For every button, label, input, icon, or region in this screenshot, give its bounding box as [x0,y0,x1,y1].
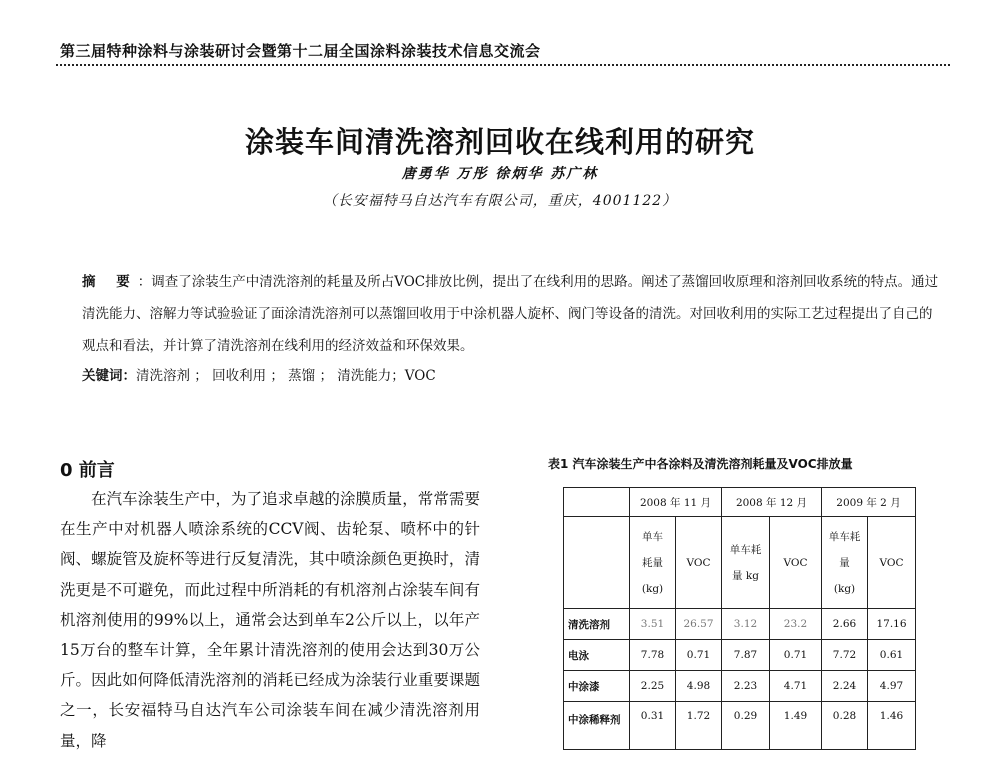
abstract-text: ：调查了涂装生产中清洗溶剂的耗量及所占VOC排放比例，提出了在线利用的思路。阐述了蒸馏回收原理和溶剂回收系统的特点。通过清洗能力、溶解力等试验验证了面涂清洗溶剂可以蒸馏回收用于中涂机器人旋杯、阀门等设备的清洗。对回收利用的实际工艺过程提出了自己的观点和看法，并计算了清洗溶剂在线利用的经济效益和环保效果。 [82,274,939,354]
paper-title: 涂装车间清洗溶剂回收在线利用的研究 [244,125,755,159]
table-cell: 1.46 [868,702,916,750]
table-unit-line: 量 kg [732,569,759,582]
table-cell: 7.87 [722,640,770,671]
table-cell: 0.28 [822,702,868,750]
table-period-header: 2008 年 11 月 [630,488,722,517]
table-row-label: 清洗溶剂 [564,609,630,640]
table-cell: 0.31 [630,702,676,750]
table-cell: 2.25 [630,671,676,702]
table-unit-header [822,517,868,609]
table-period-header: 2008 年 12 月 [722,488,822,517]
table-cell: 2.24 [822,671,868,702]
table-voc-header: VOC [676,517,722,609]
table-cell: 3.51 [630,609,676,640]
table-corner-cell [564,488,630,517]
table-row-label: 中涂漆 [564,671,630,702]
table-cell: 4.97 [868,671,916,702]
table-unit-header [630,517,676,609]
table-unit-line: 单车耗量 [828,530,861,569]
table-row [564,609,916,640]
table-cell: 1.49 [770,702,822,750]
table-unit-row [564,517,916,609]
table-voc-header: VOC [868,517,916,609]
table-row-label: 中涂稀释剂 [564,702,630,750]
table-unit-line: 单车 [642,530,663,543]
header-rule [56,64,950,66]
consumption-table [563,487,916,750]
paper-affiliation: （长安福特马自达汽车有限公司，重庆，4001122） [322,193,678,209]
table-unit-line: 单车耗 [729,543,762,556]
table-row [564,640,916,671]
table-row-label: 电泳 [564,640,630,671]
table-cell: 2.23 [722,671,770,702]
table-caption: 表1 汽车涂装生产中各涂料及清洗溶剂耗量及VOC排放量 [548,457,853,471]
table-cell: 3.12 [722,609,770,640]
table-row [564,671,916,702]
table-period-header: 2009 年 2 月 [822,488,916,517]
paper-authors: 唐勇华 万彤 徐炳华 苏广林 [401,166,599,182]
abstract [82,266,942,362]
table-cell: 4.98 [676,671,722,702]
table-unit-corner [564,517,630,609]
table-cell: 4.71 [770,671,822,702]
table-cell: 1.72 [676,702,722,750]
table-cell: 26.57 [676,609,722,640]
table-cell: 7.78 [630,640,676,671]
table-cell: 2.66 [822,609,868,640]
conference-header: 第三届特种涂料与涂装研讨会暨第十二届全国涂料涂装技术信息交流会 [60,42,541,60]
table-cell: 0.61 [868,640,916,671]
table-cell: 0.71 [676,640,722,671]
keywords-text: 清洗溶剂 ； 回收利用 ； 蒸馏 ； 清洗能力；VOC [136,368,436,384]
table-cell: 23.2 [770,609,822,640]
keywords [82,364,942,388]
table-unit-line: (kg) [641,582,664,595]
table-period-row [564,488,916,517]
table-row [564,702,916,750]
abstract-label: 摘 要 [82,274,138,290]
table-cell: 0.29 [722,702,770,750]
table-voc-header: VOC [770,517,822,609]
table-unit-line: 耗量 [642,556,663,569]
table-cell: 7.72 [822,640,868,671]
section-heading: 0 前言 [60,460,115,481]
section-body-text: 在汽车涂装生产中，为了追求卓越的涂膜质量，常常需要在生产中对机器人喷涂系统的CCV阀、齿轮泵、喷杯中的针阀、螺旋管及旋杯等进行反复清洗，其中喷涂颜色更换时，清洗更是不可避免，而此过程中所消耗的有机溶剂占涂装车间有机溶剂使用的99%以上，通常会达到单车2公斤以上，以年产15万台的整车计算，全年累计清洗溶剂的使用会达到30万公斤。因此如何降低清洗溶剂的消耗已经成为涂装行业重要课题之一，长安福特马自达汽车公司涂装车间在减少清洗溶剂用量，降 [60,490,480,750]
table-unit-header [722,517,770,609]
keywords-label: 关键词： [82,368,136,384]
table-cell: 17.16 [868,609,916,640]
table-unit-line: (kg) [833,582,856,595]
table-cell: 0.71 [770,640,822,671]
